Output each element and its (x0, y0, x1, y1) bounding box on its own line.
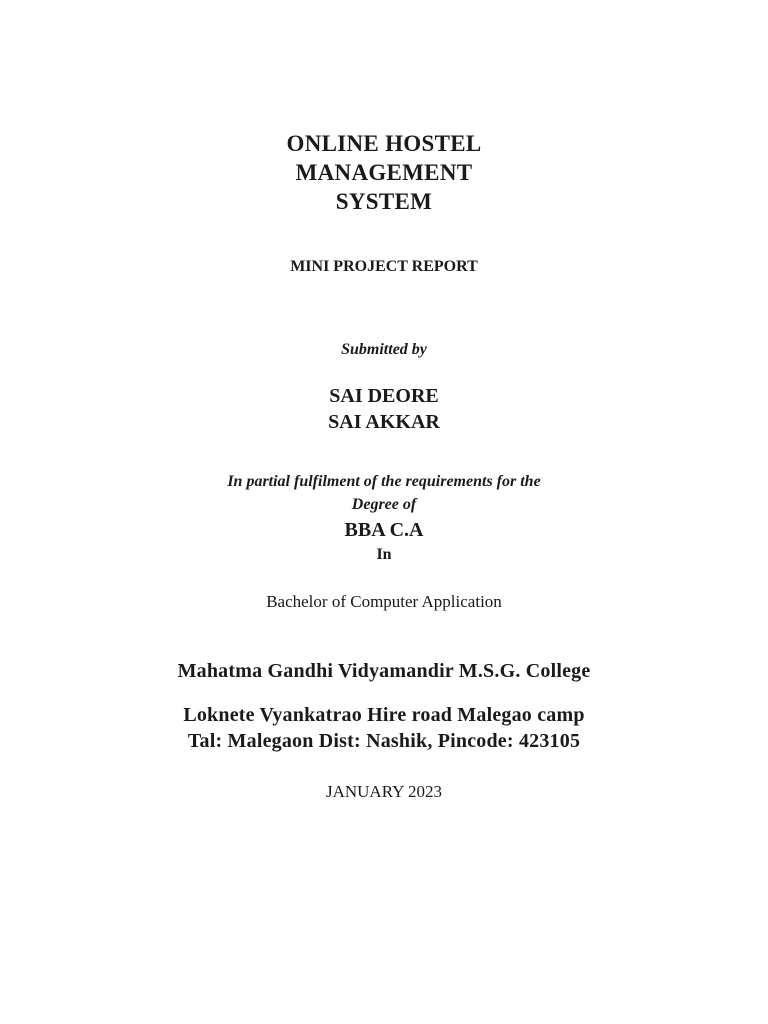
degree-name: BBA C.A (344, 519, 424, 541)
title-line-1: ONLINE HOSTEL (286, 131, 482, 156)
submitted-by-label: Submitted by (341, 341, 427, 358)
address-line-2: Tal: Malegaon Dist: Nashik, Pincode: 423105 (187, 730, 581, 752)
program-name: Bachelor of Computer Application (266, 592, 502, 611)
requirement-line-2: Degree of (351, 496, 417, 513)
title-line-2: MANAGEMENT (295, 160, 473, 185)
report-type: MINI PROJECT REPORT (290, 258, 478, 275)
in-label: In (376, 546, 392, 563)
author-2: SAI AKKAR (328, 411, 440, 433)
address-line-1: Loknete Vyankatrao Hire road Malegao camp (183, 704, 585, 726)
college-name: Mahatma Gandhi Vidyamandir M.S.G. College (177, 660, 591, 682)
report-date: JANUARY 2023 (325, 782, 443, 801)
author-1: SAI DEORE (329, 385, 439, 407)
requirement-line-1: In partial fulfilment of the requirements for the (227, 473, 541, 490)
title-line-3: SYSTEM (335, 189, 433, 214)
